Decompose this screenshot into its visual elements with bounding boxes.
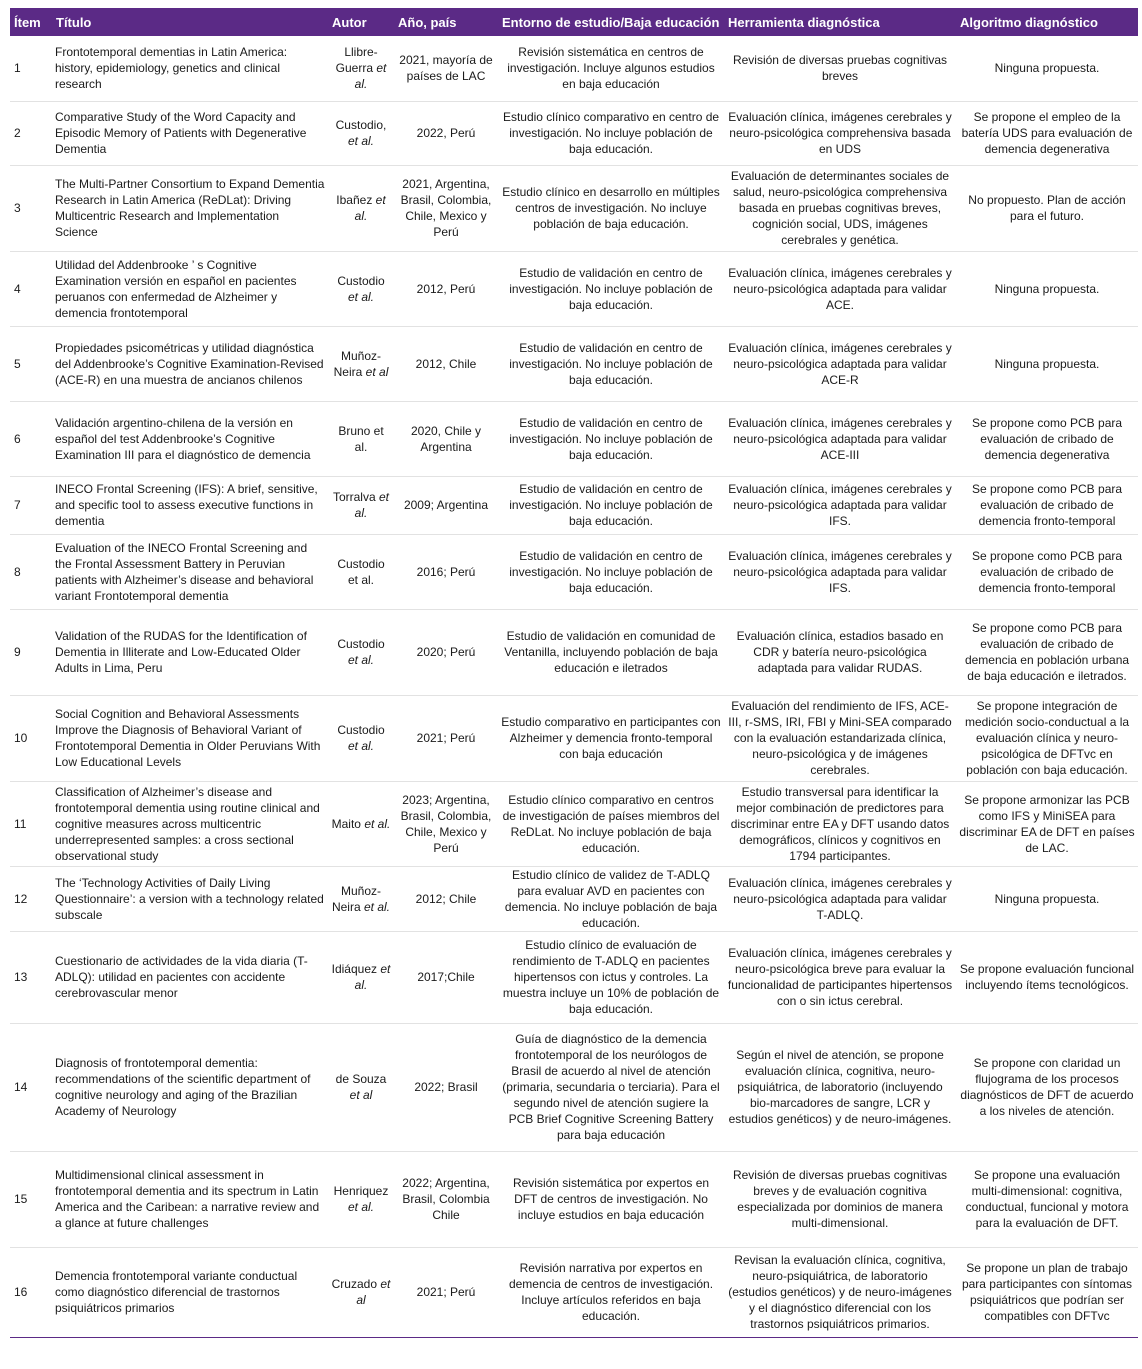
author-et-al: et al. xyxy=(364,899,391,914)
row-diagnostic-tool: Evaluación clínica, imágenes cerebrales y neuro-psicológica adaptada para validar ACE. xyxy=(724,251,956,326)
row-study-environment: Guía de diagnóstico de la demencia frontotemporal de los neurólogos de Brasil de acuerdo al nivel de atención (primaria, secundaria o terciaria). Para el segundo nivel de atención sugiere la PCB Brief Cognitive Screening Battery para baja educación xyxy=(498,1023,724,1151)
row-diagnostic-algorithm: Se propone como PCB para evaluación de cribado de demencia en población urbana de baja educación e iletrados. xyxy=(956,609,1138,695)
author-name: Custodio xyxy=(337,637,385,651)
row-year-country: 2021; Perú xyxy=(394,1247,498,1337)
row-diagnostic-tool: Evaluación clínica, imágenes cerebrales y neuro-psicológica adaptada para validar IFS. xyxy=(724,534,956,609)
row-diagnostic-algorithm: Se propone el empleo de la batería UDS para evaluación de demencia degenerativa xyxy=(956,101,1138,165)
author-et-al: et al. xyxy=(347,134,374,148)
row-study-environment: Estudio clínico de validez de T-ADLQ para evaluar AVD en pacientes con demencia. No incluye población de baja educación. xyxy=(498,866,724,931)
row-year-country: 2021, Argentina, Brasil, Colombia, Chile, Mexico y Perú xyxy=(394,165,498,251)
row-item-number: 15 xyxy=(10,1151,52,1247)
row-diagnostic-algorithm: Se propone como PCB para evaluación de cribado de demencia fronto-temporal xyxy=(956,534,1138,609)
row-title: Cuestionario de actividades de la vida diaria (T-ADLQ): utilidad en pacientes con accidente cerebrovascular menor xyxy=(52,931,328,1023)
row-item-number: 8 xyxy=(10,534,52,609)
author-name: Ibañez xyxy=(336,193,373,207)
row-diagnostic-algorithm: Se propone evaluación funcional incluyendo ítems tecnológicos. xyxy=(956,931,1138,1023)
row-study-environment: Estudio clínico comparativo en centros de investigación de países miembros del ReDLat. No incluye población de baja educación. xyxy=(498,781,724,866)
author-et-al: et al. xyxy=(354,490,390,520)
row-diagnostic-algorithm: Se propone una evaluación multi-dimensional: cognitiva, conductual, funcional y motora para la evaluación de DFT. xyxy=(956,1151,1138,1247)
row-year-country: 2012, Perú xyxy=(394,251,498,326)
row-author xyxy=(328,609,394,695)
row-title: Classification of Alzheimer’s disease and frontotemporal dementia using routine clinical and cognitive measures across multicentric underrepresented samples: a cross sectional observational study xyxy=(52,781,328,866)
row-study-environment: Estudio de validación en centro de investigación. No incluye población de baja educación. xyxy=(498,401,724,476)
row-author xyxy=(328,781,394,866)
row-author xyxy=(328,165,394,251)
table-header xyxy=(10,8,1138,36)
row-diagnostic-tool: Evaluación clínica, imágenes cerebrales y neuro-psicológica adaptada para validar ACE-R xyxy=(724,326,956,401)
row-year-country: 2022; Brasil xyxy=(394,1023,498,1151)
table-row xyxy=(10,1023,1138,1151)
row-title: Diagnosis of frontotemporal dementia: recommendations of the scientific department of cognitive neurology and aging of the Brazilian Academy of Neurology xyxy=(52,1023,328,1151)
author-name: Bruno et al. xyxy=(338,423,384,454)
row-diagnostic-tool: Evaluación del rendimiento de IFS, ACE-III, r-SMS, IRI, FBI y Mini-SEA comparado con la evaluación estandarizada clínica, neuro-psicológica y de imágenes cerebrales. xyxy=(724,695,956,781)
row-year-country: 2023; Argentina, Brasil, Colombia, Chile, Mexico y Perú xyxy=(394,781,498,866)
table-row xyxy=(10,781,1138,866)
row-title: Demencia frontotemporal variante conductual como diagnóstico diferencial de trastornos psiquiátricos primarios xyxy=(52,1247,328,1337)
row-item-number: 9 xyxy=(10,609,52,695)
author-et-al: et al xyxy=(349,1088,373,1102)
row-study-environment: Revisión sistemática en centros de investigación. Incluye algunos estudios en baja educación xyxy=(498,36,724,101)
row-title: Evaluation of the INECO Frontal Screening and the Frontal Assessment Battery in Peruvian patients with Alzheimer’s disease and behavioral variant Frontotemporal dementia xyxy=(52,534,328,609)
row-author xyxy=(328,1023,394,1151)
author-name: Muñoz-Neira xyxy=(331,883,381,914)
row-diagnostic-tool: Revisión de diversas pruebas cognitivas breves y de evaluación cognitiva especializada por dominios de manera multi-dimensional. xyxy=(724,1151,956,1247)
header-year-country: Año, país xyxy=(394,8,498,36)
row-diagnostic-tool: Estudio transversal para identificar la mejor combinación de predictores para discriminar entre EA y DFT usando datos demográficos, clínicos y cognitivos en 1794 participantes. xyxy=(724,781,956,866)
row-item-number: 13 xyxy=(10,931,52,1023)
row-author xyxy=(328,695,394,781)
row-year-country: 2020, Chile y Argentina xyxy=(394,401,498,476)
table-row xyxy=(10,326,1138,401)
table-row xyxy=(10,101,1138,165)
row-study-environment: Estudio de validación en centro de investigación. No incluye población de baja educación. xyxy=(498,534,724,609)
row-year-country: 2012; Chile xyxy=(394,866,498,931)
row-author xyxy=(328,866,394,931)
author-name: Idiáquez xyxy=(331,962,377,976)
author-name: Cruzado xyxy=(331,1277,377,1291)
row-diagnostic-tool: Evaluación clínica, imágenes cerebrales y neuro-psicológica breve para evaluar la funcionalidad de participantes hipertensos con o sin ictus cerebral. xyxy=(724,931,956,1023)
row-author xyxy=(328,476,394,534)
row-year-country: 2020; Perú xyxy=(394,609,498,695)
row-study-environment: Revisión sistemática por expertos en DFT de centros de investigación. No incluye estudios en baja educación xyxy=(498,1151,724,1247)
author-et-al: et al. xyxy=(347,653,374,667)
row-title: Utilidad del Addenbrooke ’ s Cognitive Examination versión en español en pacientes peruanos con enfermedad de Alzheimer y demencia frontotemporal xyxy=(52,251,328,326)
table-row xyxy=(10,931,1138,1023)
row-item-number: 6 xyxy=(10,401,52,476)
row-year-country: 2021; Perú xyxy=(394,695,498,781)
row-author xyxy=(328,101,394,165)
row-item-number: 10 xyxy=(10,695,52,781)
author-name: Custodio xyxy=(337,723,385,737)
row-item-number: 11 xyxy=(10,781,52,866)
row-diagnostic-algorithm: No propuesto. Plan de acción para el futuro. xyxy=(956,165,1138,251)
studies-table xyxy=(10,8,1138,1338)
row-study-environment: Estudio clínico en desarrollo en múltiples centros de investigación. No incluye población de baja educación. xyxy=(498,165,724,251)
author-et-al: et al. xyxy=(354,61,387,92)
row-diagnostic-algorithm: Ninguna propuesta. xyxy=(956,36,1138,101)
row-item-number: 1 xyxy=(10,36,52,101)
author-et-al: et al. xyxy=(347,739,374,753)
row-title: Frontotemporal dementias in Latin America: history, epidemiology, genetics and clinical research xyxy=(52,36,328,101)
table-row xyxy=(10,609,1138,695)
author-et-al: et al. xyxy=(347,289,374,304)
table-row xyxy=(10,534,1138,609)
row-diagnostic-algorithm: Se propone como PCB para evaluación de cribado de demencia fronto-temporal xyxy=(956,476,1138,534)
header-title: Título xyxy=(52,8,328,36)
row-title: Multidimensional clinical assessment in frontotemporal dementia and its spectrum in Latin America and the Caribean: a narrative review and a glance at future challenges xyxy=(52,1151,328,1247)
author-et-al: et al xyxy=(365,364,389,379)
author-name: Custodio, xyxy=(335,118,387,132)
row-diagnostic-algorithm: Ninguna propuesta. xyxy=(956,866,1138,931)
row-year-country: 2016; Perú xyxy=(394,534,498,609)
author-name: Torralva xyxy=(332,490,376,504)
row-author xyxy=(328,1247,394,1337)
author-name: Muñoz-Neira xyxy=(333,348,381,379)
row-year-country: 2017;Chile xyxy=(394,931,498,1023)
header-row xyxy=(10,8,1138,36)
row-diagnostic-algorithm: Se propone integración de medición socio-conductual a la evaluación clínica y neuro-psicológica de DFTvc en población con baja educación. xyxy=(956,695,1138,781)
row-diagnostic-algorithm: Ninguna propuesta. xyxy=(956,326,1138,401)
row-item-number: 4 xyxy=(10,251,52,326)
row-author xyxy=(328,401,394,476)
row-diagnostic-algorithm: Se propone un plan de trabajo para participantes con síntomas psiquiátricos que podrían ser compatibles con DFTvc xyxy=(956,1247,1138,1337)
row-title: The Multi-Partner Consortium to Expand Dementia Research in Latin America (ReDLat): Driving Multicentric Research and Implementation Science xyxy=(52,165,328,251)
row-author xyxy=(328,251,394,326)
row-item-number: 16 xyxy=(10,1247,52,1337)
row-item-number: 12 xyxy=(10,866,52,931)
row-title: Validación argentino-chilena de la versión en español del test Addenbrooke’s Cognitive Examination III para el diagnóstico de demencia xyxy=(52,401,328,476)
table-row xyxy=(10,476,1138,534)
row-author xyxy=(328,534,394,609)
table-body xyxy=(10,36,1138,1337)
row-diagnostic-tool: Evaluación clínica, estadios basado en CDR y batería neuro-psicológica adaptada para validar RUDAS. xyxy=(724,609,956,695)
row-study-environment: Estudio de validación en centro de investigación. No incluye población de baja educación. xyxy=(498,476,724,534)
row-diagnostic-algorithm: Ninguna propuesta. xyxy=(956,251,1138,326)
row-diagnostic-tool: Evaluación de determinantes sociales de salud, neuro-psicológica comprehensiva basada en pruebas cognitivas breves, cognición social, UDS, imágenes cerebrales y genética. xyxy=(724,165,956,251)
row-study-environment: Estudio clínico comparativo en centro de investigación. No incluye población de baja educación. xyxy=(498,101,724,165)
row-diagnostic-algorithm: Se propone con claridad un flujograma de los procesos diagnósticos de DFT de acuerdo a los niveles de atención. xyxy=(956,1023,1138,1151)
table-row xyxy=(10,36,1138,101)
row-item-number: 5 xyxy=(10,326,52,401)
table-row xyxy=(10,401,1138,476)
row-diagnostic-algorithm: Se propone armonizar las PCB como IFS y MiniSEA para discriminar EA de DFT en países de LAC. xyxy=(956,781,1138,866)
row-study-environment: Revisión narrativa por expertos en demencia de centros de investigación. Incluye artículos referidos en baja educación. xyxy=(498,1247,724,1337)
table-row xyxy=(10,866,1138,931)
header-item: Ítem xyxy=(10,8,52,36)
author-name: Custodio xyxy=(337,273,385,288)
row-diagnostic-tool: Evaluación clínica, imágenes cerebrales y neuro-psicológica adaptada para validar ACE-III xyxy=(724,401,956,476)
author-name: de Souza xyxy=(335,1072,387,1086)
row-title: Validation of the RUDAS for the Identification of Dementia in Illiterate and Low-Educated Older Adults in Lima, Peru xyxy=(52,609,328,695)
author-name: Custodio et al. xyxy=(337,556,385,587)
row-author xyxy=(328,1151,394,1247)
row-title: Propiedades psicométricas y utilidad diagnóstica del Addenbrooke’s Cognitive Examination-Revised (ACE-R) en una muestra de ancianos chilenos xyxy=(52,326,328,401)
row-study-environment: Estudio de validación en centro de investigación. No incluye población de baja educación. xyxy=(498,326,724,401)
row-diagnostic-tool: Revisan la evaluación clínica, cognitiva, neuro-psiquiátrica, de laboratorio (estudios genéticos) y de neuro-imágenes y el diagnóstico diferencial con los trastornos psiquiátricos primarios. xyxy=(724,1247,956,1337)
table-row xyxy=(10,165,1138,251)
table-row xyxy=(10,1247,1138,1337)
row-item-number: 14 xyxy=(10,1023,52,1151)
table-row xyxy=(10,1151,1138,1247)
row-year-country: 2022; Argentina, Brasil, Colombia Chile xyxy=(394,1151,498,1247)
author-et-al: et al. xyxy=(347,1200,374,1214)
row-diagnostic-tool: Evaluación clínica, imágenes cerebrales y neuro-psicológica adaptada para validar IFS. xyxy=(724,476,956,534)
header-diagnostic-algorithm: Algoritmo diagnóstico xyxy=(956,8,1138,36)
row-title: Comparative Study of the Word Capacity and Episodic Memory of Patients with Degenerative Dementia xyxy=(52,101,328,165)
row-year-country: 2021, mayoría de países de LAC xyxy=(394,36,498,101)
row-item-number: 7 xyxy=(10,476,52,534)
row-year-country: 2022, Perú xyxy=(394,101,498,165)
author-name: Llibre-Guerra xyxy=(335,45,378,76)
row-diagnostic-tool: Revisión de diversas pruebas cognitivas breves xyxy=(724,36,956,101)
table-row xyxy=(10,695,1138,781)
header-study-environment: Entorno de estudio/Baja educación xyxy=(498,8,724,36)
row-author xyxy=(328,326,394,401)
row-year-country: 2012, Chile xyxy=(394,326,498,401)
row-diagnostic-tool: Evaluación clínica, imágenes cerebrales y neuro-psicológica adaptada para validar T-ADLQ. xyxy=(724,866,956,931)
author-et-al: et al. xyxy=(364,816,391,831)
row-title: INECO Frontal Screening (IFS): A brief, sensitive, and specific tool to assess executive functions in dementia xyxy=(52,476,328,534)
row-study-environment: Estudio comparativo en participantes con Alzheimer y demencia fronto-temporal con baja educación xyxy=(498,695,724,781)
row-study-environment: Estudio clínico de evaluación de rendimiento de T-ADLQ en pacientes hipertensos con ictus y controles. La muestra incluye un 10% de población de baja educación. xyxy=(498,931,724,1023)
row-diagnostic-tool: Evaluación clínica, imágenes cerebrales y neuro-psicológica comprehensiva basada en UDS xyxy=(724,101,956,165)
header-author: Autor xyxy=(328,8,394,36)
row-author xyxy=(328,931,394,1023)
author-et-al: et al. xyxy=(354,962,391,992)
row-study-environment: Estudio de validación en comunidad de Ventanilla, incluyendo población de baja educación e iletrados xyxy=(498,609,724,695)
author-et-al: et al. xyxy=(354,193,386,223)
author-name: Henriquez xyxy=(333,1184,389,1198)
header-diagnostic-tool: Herramienta diagnóstica xyxy=(724,8,956,36)
table-row xyxy=(10,251,1138,326)
row-diagnostic-algorithm: Se propone como PCB para evaluación de cribado de demencia degenerativa xyxy=(956,401,1138,476)
row-title: Social Cognition and Behavioral Assessments Improve the Diagnosis of Behavioral Variant of Frontotemporal Dementia in Older Peruvians With Low Educational Levels xyxy=(52,695,328,781)
author-name: Maito xyxy=(331,816,361,831)
document-page xyxy=(10,8,1140,1338)
row-author xyxy=(328,36,394,101)
row-title: The ‘Technology Activities of Daily Living Questionnaire’: a version with a technology related subscale xyxy=(52,866,328,931)
row-diagnostic-tool: Según el nivel de atención, se propone evaluación clínica, cognitiva, neuro-psiquiátrica, de laboratorio (incluyendo bio-marcadores de sangre, LCR y estudios genéticos) y de neuro-imágenes. xyxy=(724,1023,956,1151)
row-year-country: 2009; Argentina xyxy=(394,476,498,534)
row-study-environment: Estudio de validación en centro de investigación. No incluye población de baja educación. xyxy=(498,251,724,326)
row-item-number: 2 xyxy=(10,101,52,165)
row-item-number: 3 xyxy=(10,165,52,251)
author-et-al: et al xyxy=(356,1277,391,1307)
